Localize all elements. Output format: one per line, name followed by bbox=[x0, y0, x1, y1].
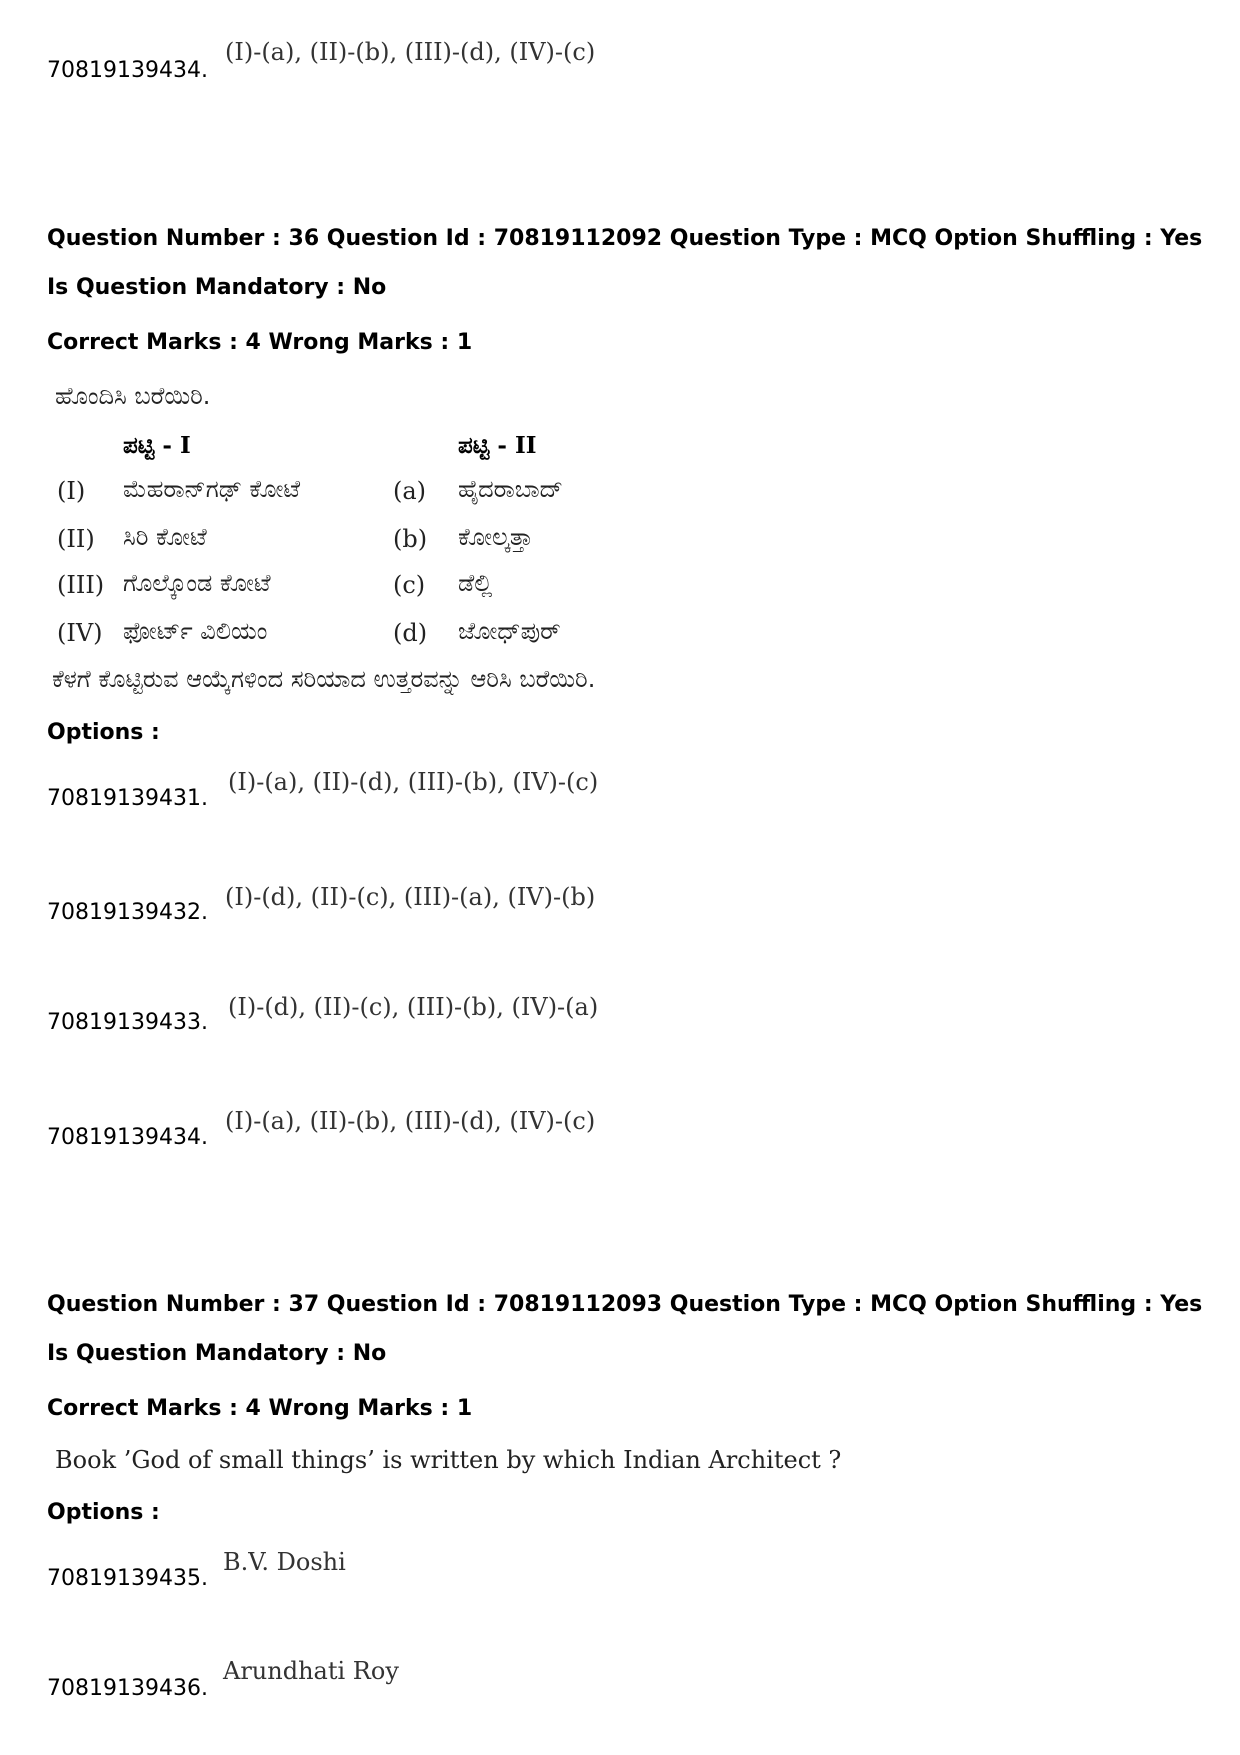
question-header: Question Number : 36 Question Id : 70819112092 Question Type : MCQ Option Shuffling : Yes bbox=[47, 226, 1203, 251]
match-row-number: (II) bbox=[57, 525, 95, 553]
option-id[interactable]: 70819139436. bbox=[47, 1676, 208, 1701]
option-id: 70819139434. bbox=[47, 58, 208, 83]
question-mandatory: Is Question Mandatory : No bbox=[47, 1341, 387, 1366]
option-id[interactable]: 70819139431. bbox=[47, 786, 208, 811]
option-text[interactable]: (I)-(a), (II)-(d), (III)-(b), (IV)-(c) bbox=[228, 768, 599, 796]
options-label: Options : bbox=[47, 1500, 160, 1525]
list-2-heading: ಪಟ್ಟಿ - II bbox=[458, 432, 537, 459]
option-text[interactable]: (I)-(d), (II)-(c), (III)-(a), (IV)-(b) bbox=[225, 883, 596, 911]
option-id[interactable]: 70819139433. bbox=[47, 1010, 208, 1035]
question-marks: Correct Marks : 4 Wrong Marks : 1 bbox=[47, 330, 473, 355]
match-right-item: ಹೈದರಾಬಾದ್ bbox=[458, 475, 563, 503]
question-marks: Correct Marks : 4 Wrong Marks : 1 bbox=[47, 1396, 473, 1421]
option-id[interactable]: 70819139432. bbox=[47, 900, 208, 925]
match-left-item: ಸಿರಿ ಕೋಟೆ bbox=[123, 523, 207, 551]
match-right-item: ಕೋಲ್ಕತ್ತಾ bbox=[458, 523, 534, 551]
option-text[interactable]: (I)-(d), (II)-(c), (III)-(b), (IV)-(a) bbox=[228, 993, 599, 1021]
match-letter: (b) bbox=[393, 525, 428, 553]
question-mandatory: Is Question Mandatory : No bbox=[47, 275, 387, 300]
question-text: Book ’God of small things’ is written by which Indian Architect ? bbox=[55, 1446, 842, 1474]
option-id[interactable]: 70819139435. bbox=[47, 1566, 208, 1591]
option-text[interactable]: B.V. Doshi bbox=[223, 1548, 346, 1576]
question-instruction: ಹೊಂದಿಸಿ ಬರೆಯಿರಿ. bbox=[55, 382, 211, 410]
match-left-item: ಫೋರ್ಟ್ ವಿಲಿಯಂ bbox=[123, 617, 268, 645]
options-label: Options : bbox=[47, 720, 160, 745]
match-row-number: (I) bbox=[57, 477, 86, 505]
option-text: (I)-(a), (II)-(b), (III)-(d), (IV)-(c) bbox=[225, 38, 596, 66]
list-1-heading: ಪಟ್ಟಿ - I bbox=[123, 432, 191, 459]
match-left-item: ಮೆಹರಾನ್‌ಗಢ್ ಕೋಟೆ bbox=[123, 475, 301, 503]
match-right-item: ಜೋಧ್‌ಪುರ್ bbox=[458, 617, 561, 645]
option-text[interactable]: (I)-(a), (II)-(b), (III)-(d), (IV)-(c) bbox=[225, 1107, 596, 1135]
question-header: Question Number : 37 Question Id : 70819112093 Question Type : MCQ Option Shuffling : Yes bbox=[47, 1292, 1203, 1317]
match-letter: (d) bbox=[393, 619, 428, 647]
match-right-item: ಡೆಲ್ಲಿ bbox=[458, 569, 493, 597]
match-row-number: (IV) bbox=[57, 619, 103, 647]
match-letter: (c) bbox=[393, 571, 426, 599]
match-letter: (a) bbox=[393, 477, 427, 505]
option-text[interactable]: Arundhati Roy bbox=[223, 1657, 399, 1685]
option-id[interactable]: 70819139434. bbox=[47, 1125, 208, 1150]
match-left-item: ಗೊಲ್ಕೊಂಡ ಕೋಟೆ bbox=[123, 569, 271, 597]
match-row-number: (III) bbox=[57, 571, 105, 599]
question-prompt: ಕೆಳಗೆ ಕೊಟ್ಟಿರುವ ಆಯ್ಕೆಗಳಿಂದ ಸರಿಯಾದ ಉತ್ತರವನ್ನು ಆರಿಸಿ ಬರೆಯಿರಿ. bbox=[52, 665, 596, 693]
